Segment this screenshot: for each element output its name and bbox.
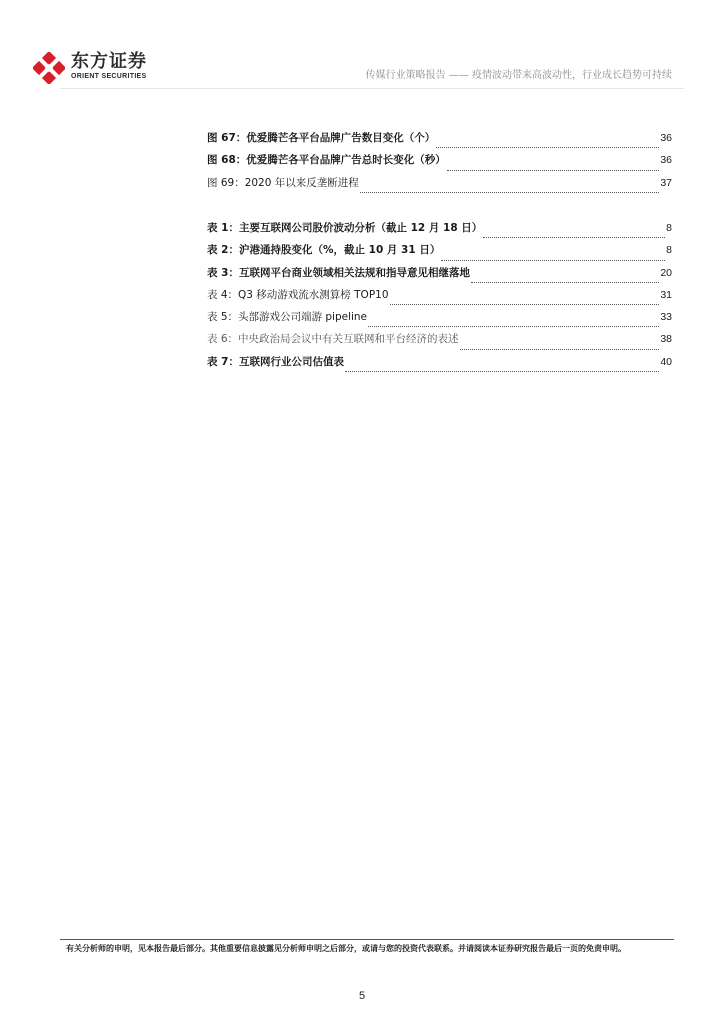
figure-list	[207, 131, 672, 198]
footer-divider	[60, 939, 674, 940]
toc-entry-table-6[interactable]	[207, 332, 672, 354]
dot-leader	[471, 281, 659, 283]
toc-entry-table-1[interactable]	[207, 221, 672, 243]
header-divider	[60, 88, 684, 89]
toc-entry-label: 图 69：2020 年以来反垄断进程	[207, 176, 359, 189]
dot-leader	[441, 259, 665, 261]
logo-chinese-name: 东方证券	[71, 51, 147, 72]
toc-entry-table-4[interactable]	[207, 288, 672, 310]
dot-leader	[447, 169, 660, 171]
dot-leader	[460, 348, 660, 350]
toc-entry-page: 38	[660, 333, 672, 346]
toc-entry-label: 表 6：中央政治局会议中有关互联网和平台经济的表述	[207, 333, 459, 346]
dot-leader	[345, 370, 659, 372]
dot-leader	[368, 325, 659, 327]
toc-entry-page: 37	[660, 176, 672, 189]
toc-entry-page: 33	[660, 311, 672, 324]
logo-english-name: ORIENT SECURITIES	[71, 73, 147, 80]
toc-entry-label: 表 7：互联网行业公司估值表	[207, 355, 344, 368]
toc-entry-page: 40	[660, 355, 672, 368]
dot-leader	[360, 191, 660, 193]
toc-entry-table-2[interactable]	[207, 243, 672, 265]
toc-entry-label: 表 2：沪港通持股变化（%，截止 10 月 31 日）	[207, 244, 441, 257]
company-logo	[33, 50, 158, 86]
toc-entry-table-3[interactable]	[207, 266, 672, 288]
table-list	[207, 221, 672, 377]
toc-entry-label: 表 3：互联网平台商业领域相关法规和指导意见相继落地	[207, 266, 470, 279]
toc-entry-page: 36	[660, 132, 672, 144]
page-number: 5	[358, 990, 366, 1002]
toc-entry-page: 20	[660, 266, 672, 279]
toc-entry-figure-68[interactable]	[207, 153, 672, 175]
toc-entry-page: 8	[666, 244, 672, 257]
dot-leader	[390, 303, 660, 305]
toc-entry-page: 36	[660, 154, 672, 167]
report-title: 传媒行业策略报告 —— 疫情波动带来高波动性，行业成长趋势可持续	[365, 70, 672, 81]
footer-disclaimer: 有关分析师的申明，见本报告最后部分。其他重要信息披露见分析师申明之后部分，或请与您的投资代表联系。并请阅读本证券研究报告最后一页的免责申明。	[66, 944, 626, 953]
toc-entry-label: 表 5：头部游戏公司端游 pipeline	[207, 311, 368, 324]
toc-entry-label: 图 68：优爱腾芒各平台品牌广告总时长变化（秒）	[207, 154, 446, 167]
orient-logo-icon	[33, 52, 65, 84]
toc-entry-page: 31	[660, 288, 672, 301]
toc-entry-figure-67[interactable]	[207, 131, 672, 153]
toc-entry-label: 表 1：主要互联网公司股价波动分析（截止 12 月 18 日）	[207, 222, 483, 234]
dot-leader	[483, 236, 665, 238]
toc-entry-label: 图 67：优爱腾芒各平台品牌广告数目变化（个）	[207, 132, 436, 144]
toc-entry-figure-69[interactable]	[207, 176, 672, 198]
toc-entry-label: 表 4：Q3 移动游戏流水测算榜 TOP10	[207, 288, 389, 301]
dot-leader	[436, 146, 659, 148]
toc-entry-table-5[interactable]	[207, 310, 672, 332]
toc-entry-page: 8	[666, 222, 672, 234]
toc-entry-table-7[interactable]	[207, 355, 672, 377]
